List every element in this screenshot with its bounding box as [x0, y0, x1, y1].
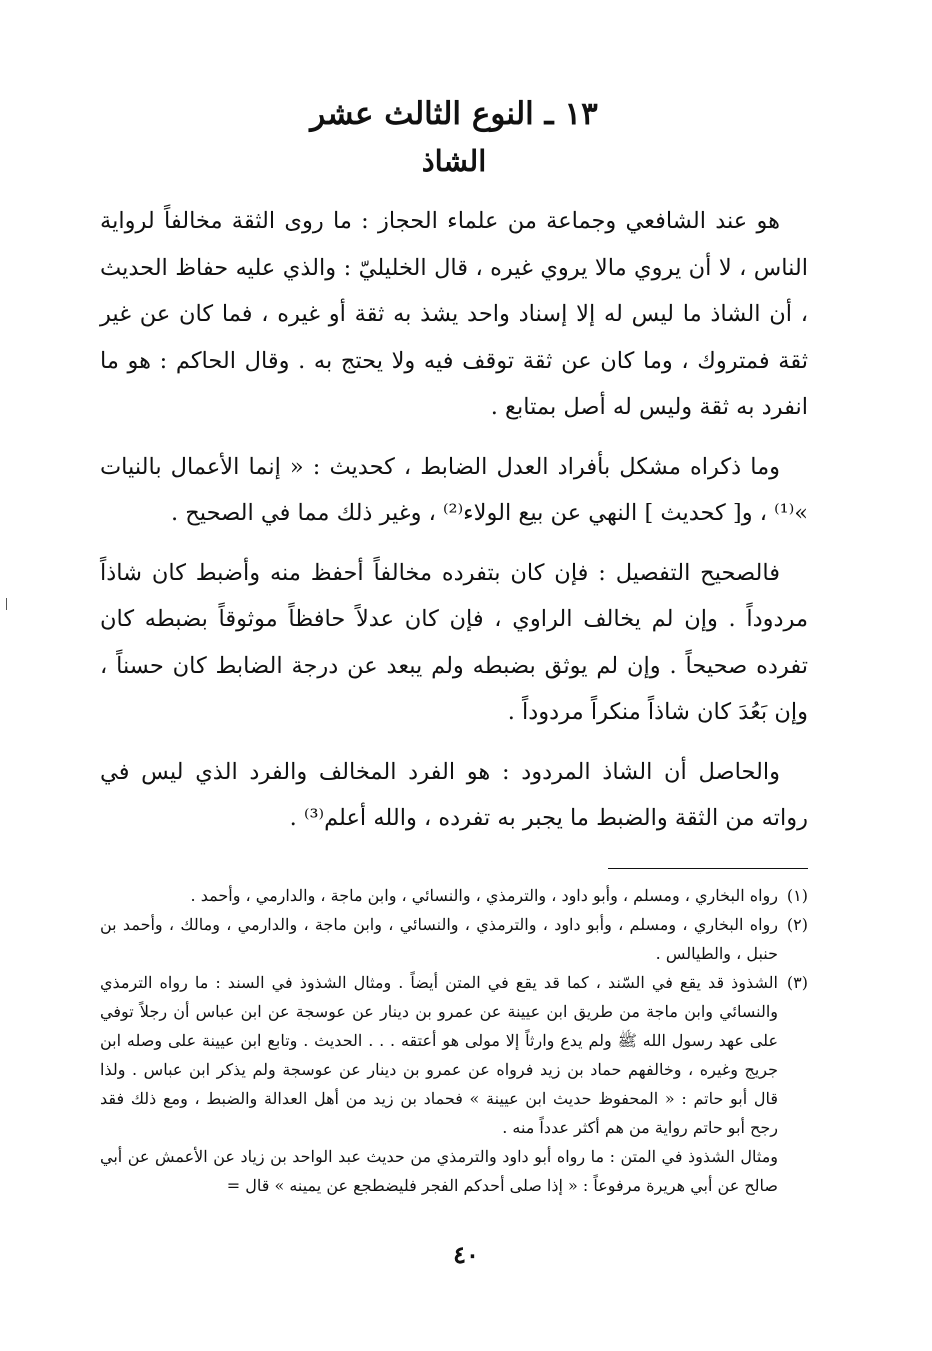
- footnote-3-continued: [100, 1142, 808, 1200]
- footnote-1: [100, 881, 808, 910]
- paragraph-2: وما ذكراه مشكل بأفراد العدل الضابط ، كحديث : « إنما الأعمال بالنيات »⁽¹⁾ ، و[ كحديث ] النهي عن بيع الولاء⁽²⁾ ، وغير ذلك مما في الصحيح .: [100, 453, 808, 526]
- paragraph-4: والحاصل أن الشاذ المردود : هو الفرد المخالف والفرد الذي ليس في رواته من الثقة والضبط ما يجبر به تفرده ، والله أعلم⁽³⁾ .: [100, 758, 808, 831]
- paragraph-3: فالصحيح التفصيل : فإن كان بتفرده مخالفاً أحفظ منه وأضبط كان شاذاً مردوداً . وإن لم يخالف الراوي ، فإن كان عدلاً حافظاً موثوقاً بضبطه كان تفرده صحيحاً . وإن لم يوثق بضبطه ولم يبعد عن درجة الضابط كان حسناً ، وإن بَعُدَ كان شاذاً منكراً مردوداً .: [100, 559, 808, 725]
- footnote-text: ومثال الشذوذ في المتن : ما رواه أبو داود والترمذي من حديث عبد الواحد بن زياد عن الأعمش عن أبي صالح عن أبي هريرة مرفوعاً : « إذا صلى أحدكم الفجر فليضطجع عن يمينه » قال =: [100, 1146, 778, 1195]
- footnote-text: رواه البخاري ، ومسلم ، وأبو داود ، والترمذي ، والنسائي ، وابن ماجة ، والدارمي ، ومالك ، وأحمد بن حنبل ، والطيالس .: [100, 914, 778, 963]
- margin-mark: [6, 598, 7, 610]
- footnote-number: (٢): [786, 914, 808, 934]
- footnote-divider: [608, 868, 808, 869]
- footnote-number: (١): [786, 885, 808, 905]
- page-number: ٤٠: [453, 1240, 479, 1269]
- chapter-subtitle: الشاذ: [421, 144, 487, 178]
- footnote-3: [100, 968, 808, 1142]
- footnote-text: الشذوذ قد يقع في السّند ، كما قد يقع في المتن أيضاً . ومثال الشذوذ في السند : ما رواه الترمذي والنسائي وابن ماجة من طريق ابن عيينة عن عمرو بن دينار عن عوسجة عن ابن عباس أن رجلاً توفي على عهد رسول الله ﷺ ولم يدع وارثاً إلا مولى هو أعتقه . . . الحديث . وتابع ابن عيينة على وصله ابن جريج وغيره ، وخالفهم حماد بن زيد فرواه عن عمرو بن دينار عن عوسجة ولم يذكر ابن عباس . ولذا قال أبو حاتم : « المحفوظ حديث ابن عيينة » فحماد بن زيد من أهل العدالة والضبط ، ومع ذلك فقد رجح أبو حاتم رواية من هم أكثر عدداً منه .: [100, 972, 778, 1137]
- page-body: [100, 90, 808, 1200]
- footnotes: [100, 881, 808, 1200]
- footnote-number: (٣): [786, 972, 808, 992]
- footnote-2: [100, 910, 808, 968]
- paragraph-1: هو عند الشافعي وجماعة من علماء الحجاز : ما روى الثقة مخالفاً لرواية الناس ، لا أن يروي مالا يروي غيره ، قال الخليليّ : والذي عليه حفاظ الحديث ، أن الشاذ ما ليس له إلا إسناد واحد يشذ به ثقة أو غيره ، فما كان عن غير ثقة فمتروك ، وما كان عن ثقة توقف فيه ولا يحتج به . وقال الحاكم : هو ما انفرد به ثقة وليس له أصل بمتابع .: [100, 208, 808, 420]
- chapter-title: ١٣ ـ النوع الثالث عشر: [310, 96, 598, 132]
- footnote-text: رواه البخاري ، ومسلم ، وأبو داود ، والترمذي ، والنسائي ، وابن ماجة ، والدارمي ، وأحمد .: [190, 885, 778, 905]
